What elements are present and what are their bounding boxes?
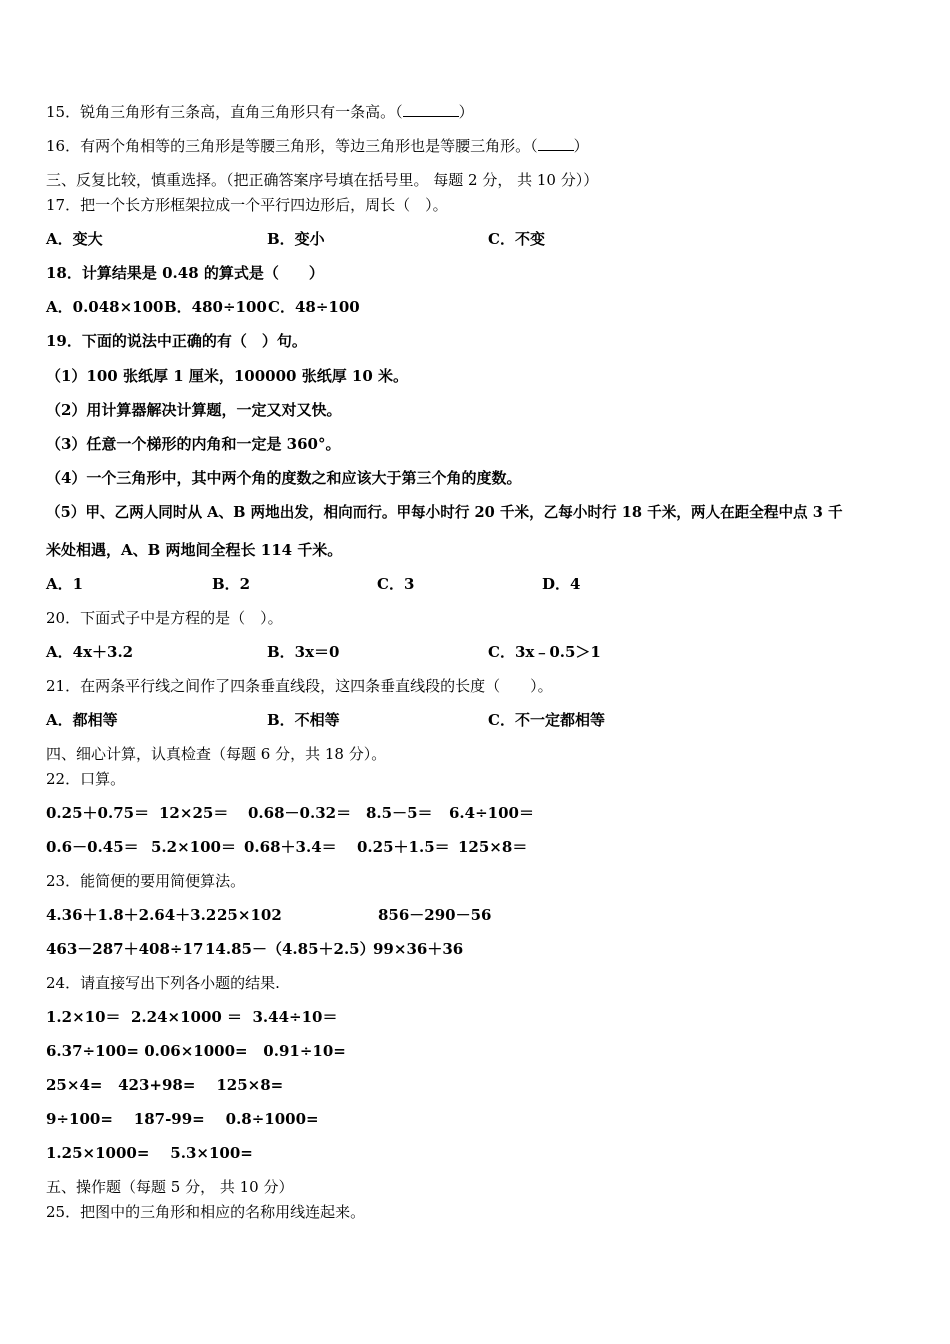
- q19-statement-3: （3）任意一个梯形的内角和一定是 360°。: [46, 435, 341, 453]
- q21-option-c[interactable]: C．不一定都相等: [488, 711, 605, 729]
- q24-row: 9÷100= 187-99= 0.8÷1000=: [46, 1110, 319, 1128]
- question-21-text: 21．在两条平行线之间作了四条垂直线段，这四条垂直线段的长度（ ）。: [46, 677, 553, 695]
- q19-statement-1: （1）100 张纸厚 1 厘米，100000 张纸厚 10 米。: [46, 367, 409, 385]
- q17-option-b[interactable]: B．变小: [267, 230, 325, 248]
- q21-option-a[interactable]: A．都相等: [46, 711, 118, 729]
- q19-option-a[interactable]: A．1: [46, 575, 84, 593]
- question-25-text: 25．把图中的三角形和相应的名称用线连起来。: [46, 1203, 366, 1221]
- question-15-close: ）: [458, 103, 474, 121]
- section-4-heading: 四、细心计算，认真检查（每题 6 分，共 18 分）。: [46, 745, 387, 763]
- q23-item: 463－287＋408÷17: [46, 940, 204, 958]
- q18-option-c[interactable]: C．48÷100: [268, 298, 360, 316]
- q22-item: 125×8＝: [458, 838, 528, 856]
- q24-row: 6.37÷100= 0.06×1000= 0.91÷10=: [46, 1042, 346, 1060]
- q17-option-c[interactable]: C．不变: [488, 230, 545, 248]
- q20-option-a[interactable]: A．4x＋3.2: [46, 643, 134, 661]
- q24-row: 1.2×10＝ 2.24×1000 ＝ 3.44÷10＝: [46, 1008, 338, 1026]
- q23-item: 25×102: [217, 906, 282, 924]
- question-17-text: 17．把一个长方形框架拉成一个平行四边形后，周长（ ）。: [46, 196, 448, 214]
- q19-option-d[interactable]: D．4: [542, 575, 581, 593]
- q19-statement-4: （4）一个三角形中，其中两个角的度数之和应该大于第三个角的度数。: [46, 469, 522, 487]
- q22-item: 8.5－5＝: [366, 804, 433, 822]
- question-20-text: 20．下面式子中是方程的是（ ）。: [46, 609, 283, 627]
- q19-option-b[interactable]: B．2: [212, 575, 251, 593]
- q23-item: 856－290－56: [378, 906, 492, 924]
- q24-row: 25×4= 423+98= 125×8=: [46, 1076, 284, 1094]
- q22-item: 6.4÷100＝: [449, 804, 534, 822]
- q19-statement-5-cont: 米处相遇，A、B 两地间全程长 114 千米。: [46, 541, 343, 559]
- q23-item: 99×36＋36: [373, 940, 464, 958]
- q22-item: 0.25＋1.5＝: [357, 838, 450, 856]
- q24-row: 1.25×1000= 5.3×100=: [46, 1144, 253, 1162]
- q22-item: 0.68＋3.4＝: [244, 838, 337, 856]
- question-19-text: 19．下面的说法中正确的有（ ）句。: [46, 332, 307, 350]
- answer-blank[interactable]: [538, 136, 574, 151]
- q23-item: 14.85－（4.85＋2.5）: [205, 940, 375, 958]
- answer-blank[interactable]: [403, 102, 459, 117]
- question-22-text: 22．口算。: [46, 770, 126, 788]
- section-3-heading: 三、反复比较，慎重选择。（把正确答案序号填在括号里。 每题 2 分， 共 10 分））: [46, 171, 599, 189]
- q20-option-c[interactable]: C．3x﹣0.5＞1: [488, 643, 601, 661]
- q18-option-a[interactable]: A．0.048×100: [46, 298, 164, 316]
- q19-statement-2: （2）用计算器解决计算题，一定又对又快。: [46, 401, 342, 419]
- q17-option-a[interactable]: A．变大: [46, 230, 103, 248]
- q22-item: 0.25＋0.75＝: [46, 804, 150, 822]
- q22-item: 0.68－0.32＝: [248, 804, 352, 822]
- q20-option-b[interactable]: B．3x＝0: [267, 643, 340, 661]
- question-16: [46, 136, 589, 156]
- q22-item: 0.6－0.45＝: [46, 838, 139, 856]
- question-24-text: 24．请直接写出下列各小题的结果.: [46, 974, 280, 992]
- question-15-text: 15．锐角三角形有三条高，直角三角形只有一条高。（: [46, 103, 403, 121]
- question-16-close: ）: [573, 137, 589, 155]
- q22-item: 12×25＝: [159, 804, 229, 822]
- q22-item: 5.2×100＝: [151, 838, 236, 856]
- q18-option-b[interactable]: B．480÷100: [164, 298, 267, 316]
- question-16-text: 16．有两个角相等的三角形是等腰三角形，等边三角形也是等腰三角形。（: [46, 137, 538, 155]
- q19-statement-5: （5）甲、乙两人同时从 A、B 两地出发，相向而行。甲每小时行 20 千米，乙每小时行 18 千米，两人在距全程中点 3 千: [46, 504, 843, 521]
- question-18-text: 18．计算结果是 0.48 的算式是（ ）: [46, 264, 324, 282]
- q21-option-b[interactable]: B．不相等: [267, 711, 340, 729]
- q23-item: 4.36＋1.8＋2.64＋3.2: [46, 906, 217, 924]
- section-5-heading: 五、操作题（每题 5 分， 共 10 分）: [46, 1178, 294, 1196]
- question-23-text: 23．能简便的要用简便算法。: [46, 872, 246, 890]
- q19-option-c[interactable]: C．3: [377, 575, 415, 593]
- question-15: [46, 102, 474, 122]
